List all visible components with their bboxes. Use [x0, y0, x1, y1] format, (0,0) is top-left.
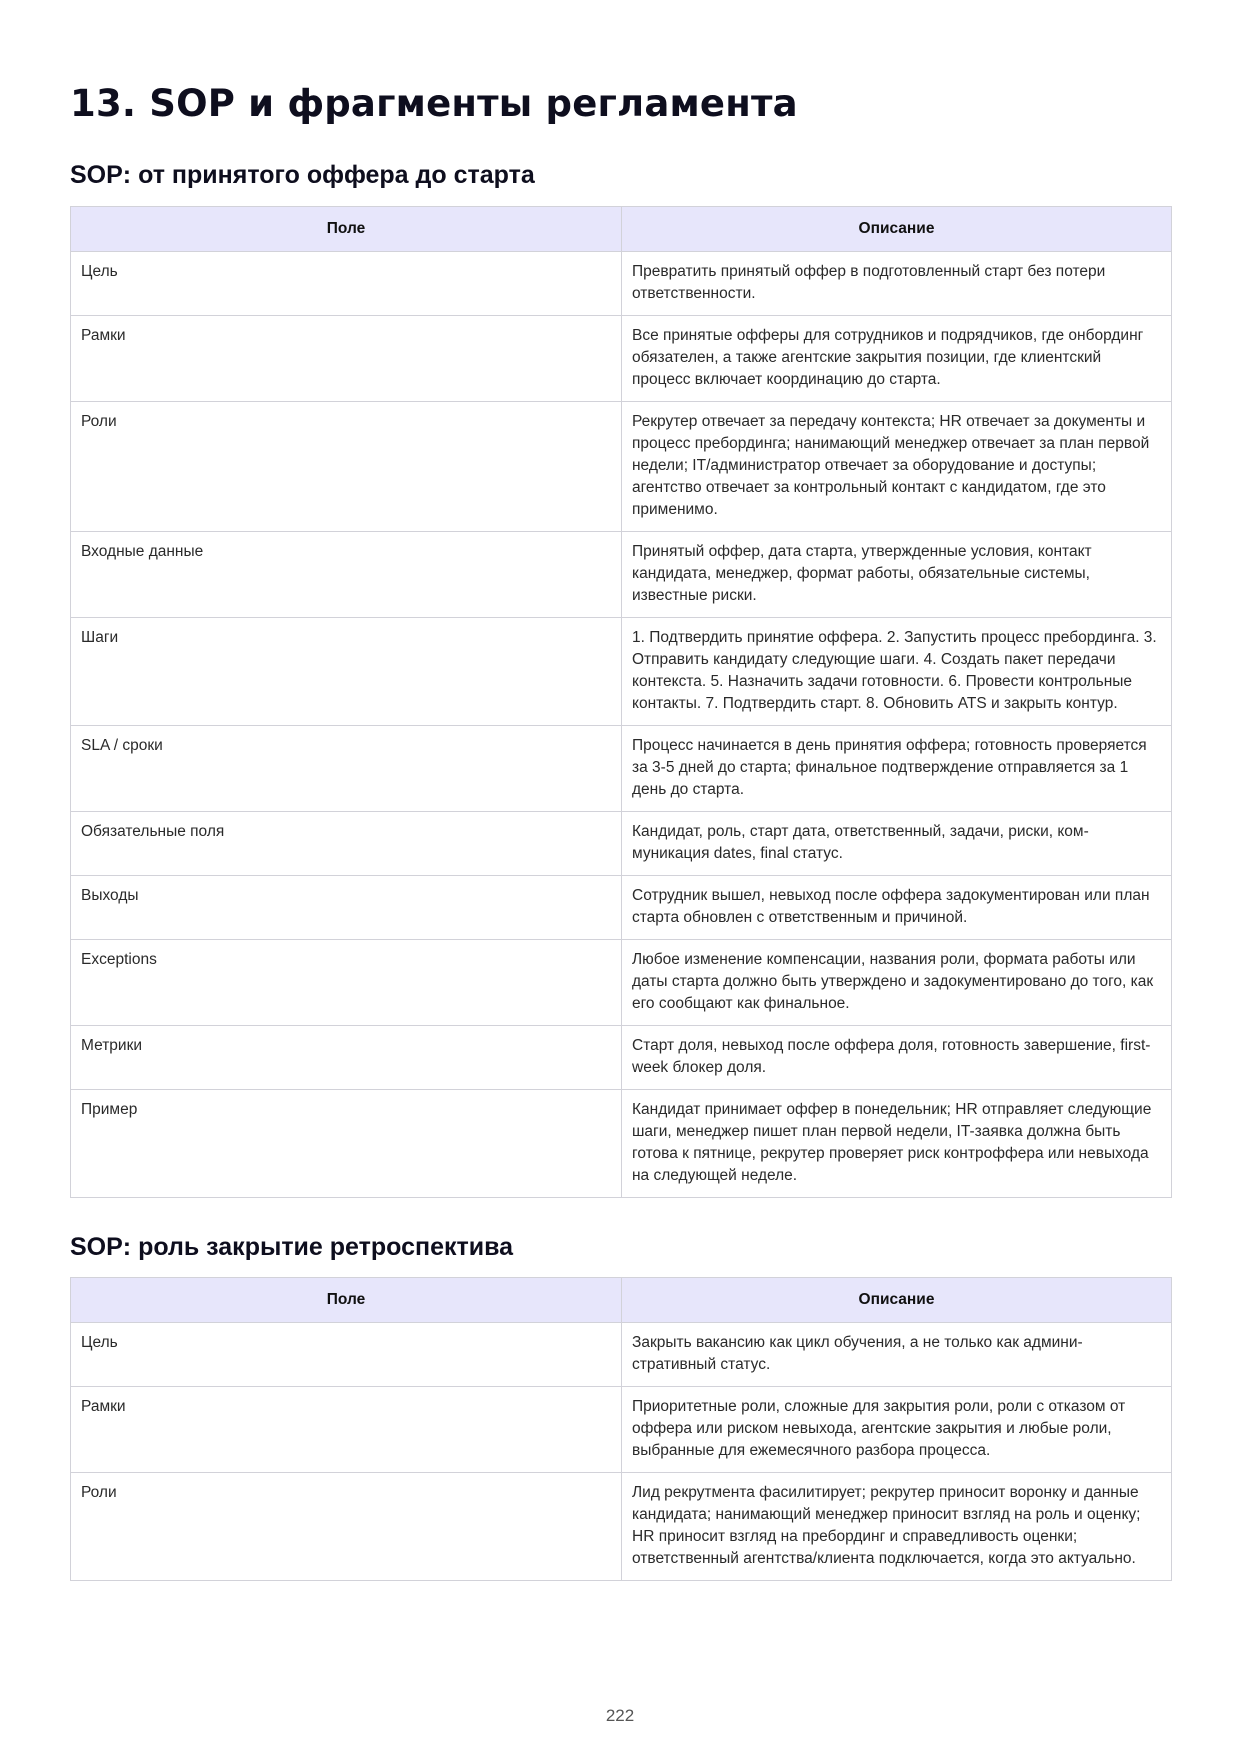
sop-table-offer-to-start [70, 206, 1172, 1198]
column-header-field: Поле [71, 207, 622, 252]
field-cell: Входные данные [71, 532, 622, 618]
table-row [71, 940, 1172, 1026]
field-cell: Цель [71, 1323, 622, 1387]
table-row [71, 726, 1172, 812]
table-row [71, 252, 1172, 316]
field-cell: Роли [71, 402, 622, 532]
table-row [71, 1323, 1172, 1387]
section-title-role-close-retro: SOP: роль закрытие ретроспектива [70, 1233, 514, 1261]
description-cell: Кандидат, роль, старт дата, ответственный, задачи, риски, коммуникация dates, final статус. [622, 812, 1172, 876]
field-cell: Выходы [71, 876, 622, 940]
description-cell: Кандидат принимает оффер в понедельник; HR отправляет следующие шаги, менеджер пишет план первой недели, IT-заявка должна быть готова к пятнице, рекрутер проверяет риск контроффера или невыхода на следующей неделе. [622, 1090, 1172, 1198]
page [70, 78, 1172, 1581]
table-row [71, 1473, 1172, 1581]
description-cell: Лид рекрутмента фасилитирует; рекрутер приносит воронку и данные кандидата; нанимающий менеджер приносит взгляд на роль и оценку; HR приносит взгляд на пребординг и справедливость оценки; ответственный агентства/клиента подключается, когда это актуально. [622, 1473, 1172, 1581]
description-cell: Сотрудник вышел, невыход после оффера задокументирован или план старта обновлен с ответственным и причиной. [622, 876, 1172, 940]
table-row [71, 1090, 1172, 1198]
table-row [71, 316, 1172, 402]
description-cell: Рекрутер отвечает за передачу контекста; HR отвечает за документы и процесс пребординга; нанимающий менеджер отвечает за план первой недели; IT/администратор отвечает за оборудование и доступы; агентство отвечает за контрольный контакт с кандидатом, где это применимо. [622, 402, 1172, 532]
sop-table-role-close-retro [70, 1277, 1172, 1581]
table-header-row [71, 207, 1172, 252]
description-cell: Любое изменение компенсации, названия роли, формата работы или даты старта должно быть утверждено и задокументировано до того, как его сообщают как финальное. [622, 940, 1172, 1026]
page-title: 13. SOP и фрагменты регламента [70, 82, 798, 125]
description-cell: Старт доля, невыход после оффера доля, готовность завершение, first-week блокер доля. [622, 1026, 1172, 1090]
description-cell: Принятый оффер, дата старта, утвержденные условия, контакт кандидата, менеджер, формат работы, обязательные системы, известные риски. [622, 532, 1172, 618]
table-header-row [71, 1278, 1172, 1323]
description-cell: Приоритетные роли, сложные для закрытия роли, роли с отказом от оффера или риском невыхода, агентские закрытия и любые роли, выбранные для ежемесячного разбора процесса. [622, 1387, 1172, 1473]
field-cell: SLA / сроки [71, 726, 622, 812]
column-header-description: Описание [622, 1278, 1172, 1323]
field-cell: Пример [71, 1090, 622, 1198]
table-row [71, 876, 1172, 940]
page-number: 222 [605, 1706, 635, 1725]
table-row [71, 1387, 1172, 1473]
column-header-field: Поле [71, 1278, 622, 1323]
table-row [71, 812, 1172, 876]
description-cell: Процесс начинается в день принятия оффера; готовность проверяется за 3-5 дней до старта; финальное подтверждение отправляется за 1 день до старта. [622, 726, 1172, 812]
field-cell: Рамки [71, 316, 622, 402]
description-cell: Закрыть вакансию как цикл обучения, а не только как административный статус. [622, 1323, 1172, 1387]
section-title-offer-to-start: SOP: от принятого оффера до старта [70, 161, 535, 189]
field-cell: Рамки [71, 1387, 622, 1473]
field-cell: Цель [71, 252, 622, 316]
description-cell: Все принятые офферы для сотрудников и подрядчиков, где онбординг обязателен, а также агентские закрытия позиции, где клиентский процесс включает координацию до старта. [622, 316, 1172, 402]
table-row [71, 618, 1172, 726]
table-row [71, 1026, 1172, 1090]
field-cell: Метрики [71, 1026, 622, 1090]
table-row [71, 532, 1172, 618]
field-cell: Шаги [71, 618, 622, 726]
field-cell: Exceptions [71, 940, 622, 1026]
table-row [71, 402, 1172, 532]
field-cell: Роли [71, 1473, 622, 1581]
column-header-description: Описание [622, 207, 1172, 252]
description-cell: Превратить принятый оффер в подготовленный старт без потери ответственности. [622, 252, 1172, 316]
description-cell: 1. Подтвердить принятие оффера. 2. Запустить процесс пребординга. 3. Отправить кандидату следующие шаги. 4. Создать пакет передачи контекста. 5. Назначить задачи готовности. 6. Провести контрольные контакты. 7. Подтвердить старт. 8. Обновить ATS и закрыть контур. [622, 618, 1172, 726]
field-cell: Обязательные поля [71, 812, 622, 876]
